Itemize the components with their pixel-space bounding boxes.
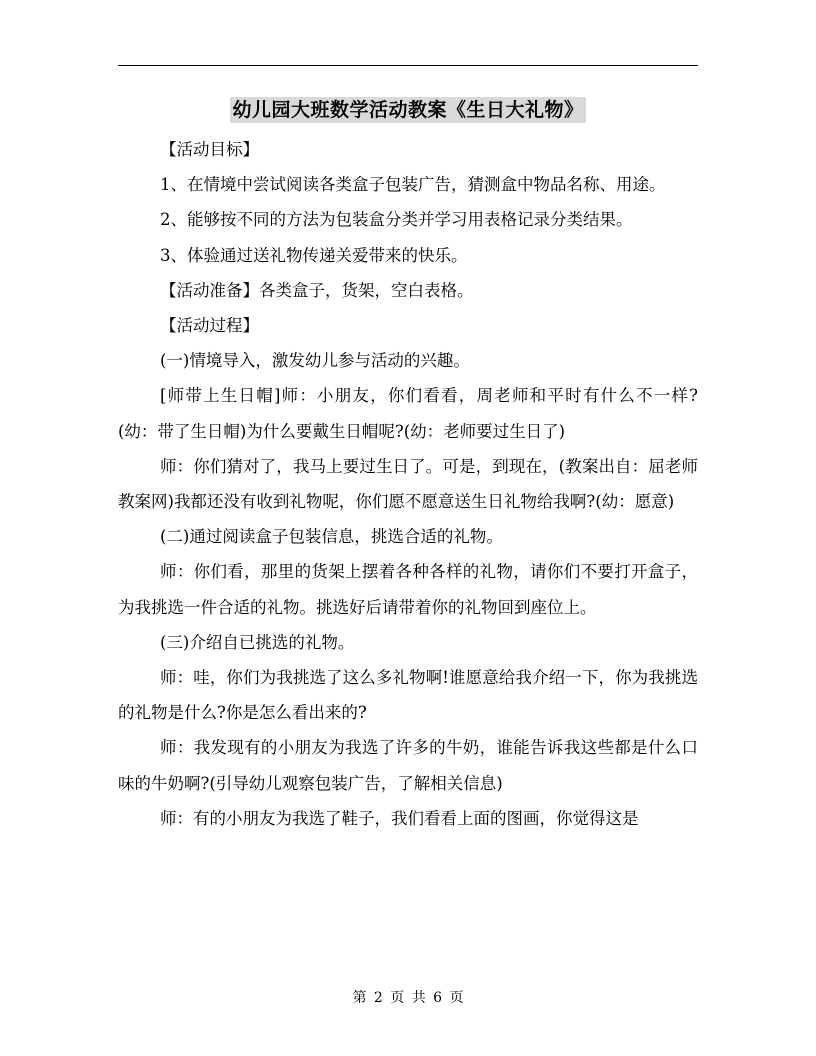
paragraph: 【活动准备】各类盒子，货架，空白表格。 [160, 280, 474, 300]
paragraph: (三)介绍自已挑选的礼物。 [160, 632, 355, 652]
paragraph: 师：你们猜对了，我马上要过生日了。可是，到现在，(教案出自：屈老师教案网)我都还没有收到礼物呢，你们愿不愿意送生日礼物给我啊?(幼：愿意) [118, 456, 698, 512]
paragraph: (二)通过阅读盒子包装信息，挑选合适的礼物。 [160, 527, 503, 547]
document-title: 幼儿园大班数学活动教案《生日大礼物》 [232, 99, 584, 121]
paragraph: [师带上生日帽]师：小朋友，你们看看，周老师和平时有什么不一样?(幼：带了生日帽)为什么要戴生日帽呢?(幼：老师要过生日了) [118, 386, 698, 441]
document-body [118, 132, 698, 836]
header-rule [118, 65, 698, 66]
paragraph: 师：你们看，那里的货架上摆着各种各样的礼物，请你们不要打开盒子，为我挑选一件合适的礼物。挑选好后请带着你的礼物回到座位上。 [118, 562, 698, 617]
paragraph: 师：有的小朋友为我选了鞋子，我们看看上面的图画，你觉得这是 [160, 808, 639, 828]
paragraph: 3、体验通过送礼物传递关爱带来的快乐。 [160, 245, 468, 265]
paragraph: 【活动目标】 [160, 140, 259, 159]
paragraph: (一)情境导入，激发幼儿参与活动的兴趣。 [160, 351, 470, 371]
page-number: 第 2 页 共 6 页 [352, 990, 464, 1006]
paragraph: 师：哇，你们为我挑选了这么多礼物啊!谁愿意给我介绍一下，你为我挑选的礼物是什么?你是怎么看出来的? [118, 668, 698, 723]
paragraph: 【活动过程】 [160, 316, 259, 336]
title-container [0, 97, 816, 123]
paragraph: 师：我发现有的小朋友为我选了许多的牛奶，谁能告诉我这些都是什么口味的牛奶啊?(引导幼儿观察包装广告，了解相关信息) [118, 738, 698, 793]
paragraph: 2、能够按不同的方法为包装盒分类并学习用表格记录分类结果。 [160, 210, 633, 230]
paragraph: 1、在情境中尝试阅读各类盒子包装广告，猜测盒中物品名称、用途。 [160, 175, 666, 195]
